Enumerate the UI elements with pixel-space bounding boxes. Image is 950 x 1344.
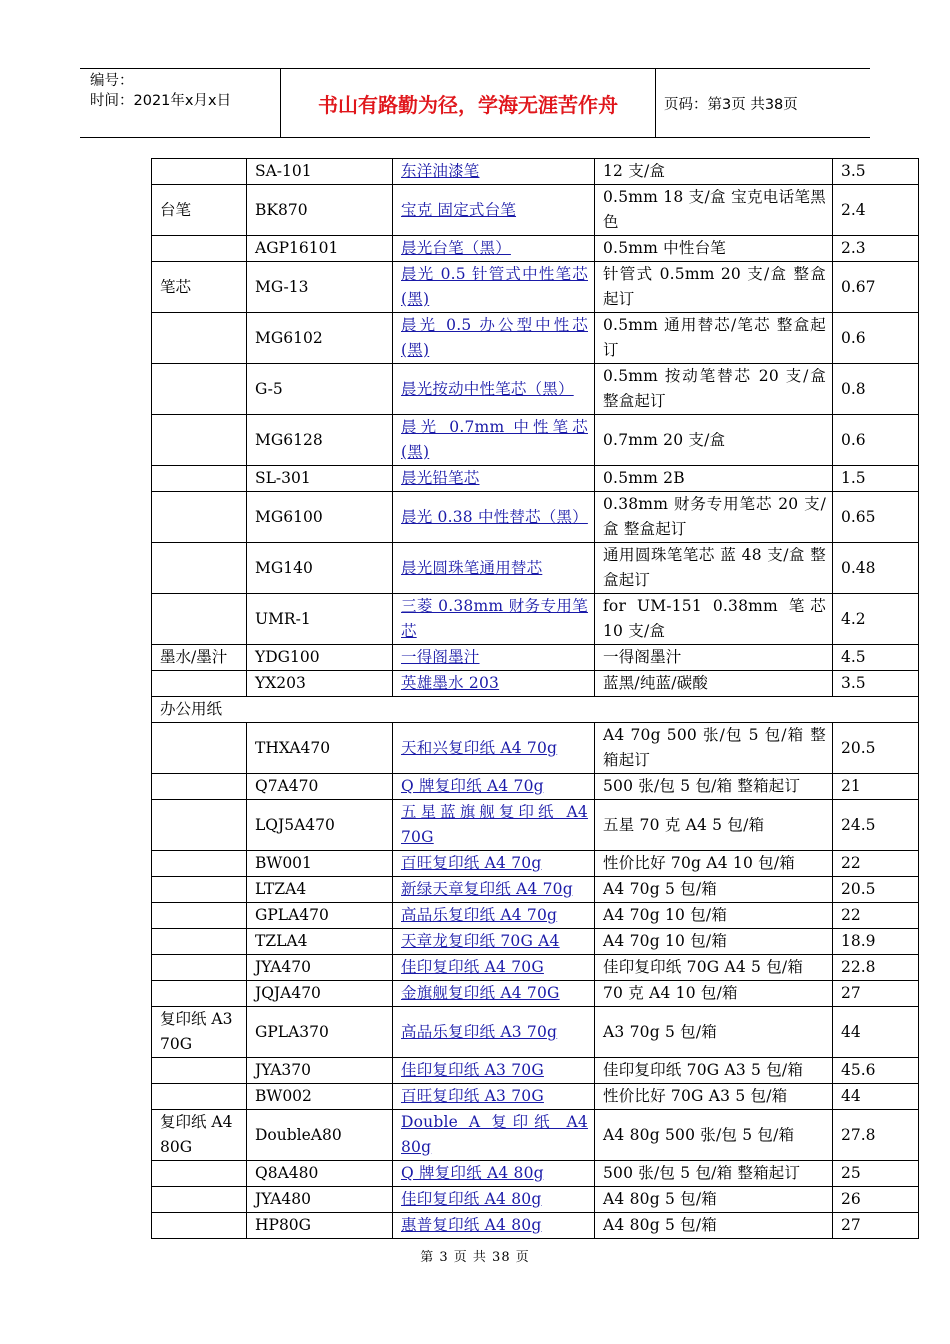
description-cell: 0.5mm 18 支/盒 宝克电话笔黑色 (595, 185, 833, 236)
table-row (152, 981, 919, 1007)
product-link[interactable]: 晨光台笔（黑） (401, 239, 511, 257)
product-name-cell (393, 851, 595, 877)
product-name-cell (393, 364, 595, 415)
product-link[interactable]: 高品乐复印纸 A3 70g (401, 1022, 558, 1041)
product-code-cell: BW002 (247, 1084, 393, 1110)
price-cell: 0.8 (833, 364, 919, 415)
product-name-cell (393, 877, 595, 903)
description-cell: 0.38mm 财务专用笔芯 20 支/盒 整盒起订 (595, 492, 833, 543)
price-cell: 0.6 (833, 313, 919, 364)
category-cell (152, 955, 247, 981)
category-cell (152, 1058, 247, 1084)
table-row (152, 877, 919, 903)
product-name-cell (393, 594, 595, 645)
category-cell (152, 800, 247, 851)
product-table-body (152, 159, 919, 1239)
category-cell: 复印纸 A4 80G (152, 1110, 247, 1161)
description-cell: A4 70g 10 包/箱 (595, 903, 833, 929)
product-link[interactable]: 佳印复印纸 A4 70G (401, 958, 544, 976)
table-row (152, 364, 919, 415)
product-link[interactable]: 天章龙复印纸 70G A4 (401, 932, 560, 950)
description-cell: 针管式 0.5mm 20 支/盒 整盒起订 (595, 262, 833, 313)
price-cell: 20.5 (833, 723, 919, 774)
product-name-cell (393, 671, 595, 697)
table-row (152, 774, 919, 800)
product-link[interactable]: Q 牌复印纸 A4 70g (401, 777, 544, 795)
price-cell: 22 (833, 851, 919, 877)
category-cell (152, 1161, 247, 1187)
product-code-cell: AGP16101 (247, 236, 393, 262)
category-cell (152, 929, 247, 955)
price-cell: 27 (833, 981, 919, 1007)
price-cell: 24.5 (833, 800, 919, 851)
price-cell: 0.65 (833, 492, 919, 543)
product-name-cell (393, 1213, 595, 1239)
table-row (152, 929, 919, 955)
table-row (152, 594, 919, 645)
table-row (152, 697, 919, 723)
category-cell: 墨水/墨汁 (152, 645, 247, 671)
product-code-cell: JYA480 (247, 1187, 393, 1213)
product-code-cell: TZLA4 (247, 929, 393, 955)
product-link[interactable]: 晨光 0.5 针管式中性笔芯(黑) (401, 265, 588, 308)
product-link[interactable]: 天和兴复印纸 A4 70g (401, 738, 558, 757)
product-name-cell (393, 415, 595, 466)
product-code-cell: Q7A470 (247, 774, 393, 800)
category-cell (152, 1187, 247, 1213)
price-cell: 0.67 (833, 262, 919, 313)
product-name-cell (393, 929, 595, 955)
product-name-cell (393, 1084, 595, 1110)
product-link[interactable]: 新绿天章复印纸 A4 70g (401, 880, 573, 898)
product-code-cell: MG140 (247, 543, 393, 594)
category-cell (152, 466, 247, 492)
category-cell (152, 981, 247, 1007)
table-row (152, 492, 919, 543)
price-cell: 3.5 (833, 671, 919, 697)
category-cell (152, 877, 247, 903)
table-row (152, 955, 919, 981)
product-link[interactable]: 晨光 0.7mm 中性笔芯(黑) (401, 418, 588, 461)
product-code-cell: MG-13 (247, 262, 393, 313)
table-row (152, 723, 919, 774)
description-cell: 一得阁墨汁 (595, 645, 833, 671)
product-name-cell (393, 466, 595, 492)
header-number: 编号： (90, 73, 134, 89)
table-row (152, 851, 919, 877)
table-row (152, 645, 919, 671)
category-cell (152, 723, 247, 774)
product-code-cell: JYA470 (247, 955, 393, 981)
description-cell: A3 70g 5 包/箱 (595, 1007, 833, 1058)
description-cell: A4 70g 500 张/包 5 包/箱 整箱起订 (595, 723, 833, 774)
description-cell: 0.7mm 20 支/盒 (595, 415, 833, 466)
product-name-cell (393, 159, 595, 185)
product-link[interactable]: 佳印复印纸 A3 70G (401, 1061, 544, 1079)
price-cell: 45.6 (833, 1058, 919, 1084)
product-name-cell (393, 903, 595, 929)
product-name-cell (393, 313, 595, 364)
price-cell: 2.3 (833, 236, 919, 262)
category-cell (152, 364, 247, 415)
price-cell: 25 (833, 1161, 919, 1187)
description-cell: A4 80g 5 包/箱 (595, 1187, 833, 1213)
table-row (152, 236, 919, 262)
header-time: 时间：2021年x月x日 (90, 93, 232, 109)
price-cell: 1.5 (833, 466, 919, 492)
product-link[interactable]: 高品乐复印纸 A4 70g (401, 906, 558, 924)
product-code-cell: JQJA470 (247, 981, 393, 1007)
table-row (152, 903, 919, 929)
table-row (152, 1161, 919, 1187)
category-cell (152, 159, 247, 185)
product-link[interactable]: 晨光铅笔芯 (401, 469, 480, 487)
description-cell: A4 80g 500 张/包 5 包/箱 (595, 1110, 833, 1161)
product-code-cell: MG6100 (247, 492, 393, 543)
price-cell: 26 (833, 1187, 919, 1213)
category-cell (152, 671, 247, 697)
product-code-cell: DoubleA80 (247, 1110, 393, 1161)
price-cell: 0.6 (833, 415, 919, 466)
category-cell (152, 543, 247, 594)
table-row (152, 671, 919, 697)
description-cell: 500 张/包 5 包/箱 整箱起订 (595, 1161, 833, 1187)
description-cell: 性价比好 70g A4 10 包/箱 (595, 851, 833, 877)
product-name-cell (393, 955, 595, 981)
description-cell: 佳印复印纸 70G A4 5 包/箱 (595, 955, 833, 981)
table-row (152, 415, 919, 466)
product-name-cell (393, 774, 595, 800)
description-cell: 0.5mm 通用替芯/笔芯 整盒起订 (595, 313, 833, 364)
table-row (152, 1084, 919, 1110)
product-code-cell: LQJ5A470 (247, 800, 393, 851)
product-name-cell (393, 1161, 595, 1187)
product-name-cell (393, 1110, 595, 1161)
description-cell: 蓝黑/纯蓝/碳酸 (595, 671, 833, 697)
description-cell: for UM-151 0.38mm 笔芯 10 支/盒 (595, 594, 833, 645)
price-cell: 20.5 (833, 877, 919, 903)
description-cell: 500 张/包 5 包/箱 整箱起订 (595, 774, 833, 800)
description-cell: 性价比好 70G A3 5 包/箱 (595, 1084, 833, 1110)
section-heading: 办公用纸 (152, 697, 919, 723)
product-name-cell (393, 543, 595, 594)
product-code-cell: JYA370 (247, 1058, 393, 1084)
product-code-cell: G-5 (247, 364, 393, 415)
price-cell: 44 (833, 1084, 919, 1110)
description-cell: 0.5mm 按动笔替芯 20 支/盒 整盒起订 (595, 364, 833, 415)
product-code-cell: UMR-1 (247, 594, 393, 645)
description-cell: A4 70g 10 包/箱 (595, 929, 833, 955)
description-cell: A4 70g 5 包/箱 (595, 877, 833, 903)
category-cell: 复印纸 A3 70G (152, 1007, 247, 1058)
product-link[interactable]: 佳印复印纸 A4 80g (401, 1190, 542, 1208)
product-table (151, 158, 919, 1239)
category-cell: 笔芯 (152, 262, 247, 313)
product-code-cell: BW001 (247, 851, 393, 877)
category-cell: 台笔 (152, 185, 247, 236)
price-cell: 0.48 (833, 543, 919, 594)
product-code-cell: MG6128 (247, 415, 393, 466)
product-name-cell (393, 492, 595, 543)
product-code-cell: Q8A480 (247, 1161, 393, 1187)
product-link[interactable]: 英雄墨水 203 (401, 674, 500, 692)
product-link[interactable]: 一得阁墨汁 (401, 648, 480, 666)
product-name-cell (393, 236, 595, 262)
description-cell: 五星 70 克 A4 5 包/箱 (595, 800, 833, 851)
category-cell (152, 415, 247, 466)
product-code-cell: GPLA470 (247, 903, 393, 929)
category-cell (152, 1213, 247, 1239)
product-link[interactable]: 晨光按动中性笔芯（黑） (401, 379, 574, 398)
product-name-cell (393, 262, 595, 313)
price-cell: 27.8 (833, 1110, 919, 1161)
table-row (152, 1007, 919, 1058)
product-code-cell: LTZA4 (247, 877, 393, 903)
product-code-cell: THXA470 (247, 723, 393, 774)
table-row (152, 185, 919, 236)
category-cell (152, 1084, 247, 1110)
product-name-cell (393, 723, 595, 774)
product-link[interactable]: 晨光 0.5 办公型中性芯(黑) (401, 316, 588, 359)
table-row (152, 466, 919, 492)
price-cell: 18.9 (833, 929, 919, 955)
table-row (152, 543, 919, 594)
product-link[interactable]: 晨光圆珠笔通用替芯 (401, 558, 543, 577)
product-code-cell: YDG100 (247, 645, 393, 671)
price-cell: 2.4 (833, 185, 919, 236)
header-meta (80, 69, 280, 137)
product-code-cell: BK870 (247, 185, 393, 236)
table-row (152, 159, 919, 185)
description-cell: 70 克 A4 10 包/箱 (595, 981, 833, 1007)
category-cell (152, 236, 247, 262)
table-row (152, 1058, 919, 1084)
table-row (152, 262, 919, 313)
description-cell: 通用圆珠笔笔芯 蓝 48 支/盒 整盒起订 (595, 543, 833, 594)
product-link[interactable]: Double A 复印纸 A4 80g (401, 1113, 588, 1156)
price-cell: 22.8 (833, 955, 919, 981)
header-page-info: 页码：第3页 共38页 (664, 96, 798, 113)
page-footer: 第 3 页 共 38 页 (420, 1250, 530, 1265)
category-cell (152, 774, 247, 800)
price-cell: 44 (833, 1007, 919, 1058)
description-cell: 佳印复印纸 70G A3 5 包/箱 (595, 1058, 833, 1084)
description-cell: 0.5mm 中性台笔 (595, 236, 833, 262)
product-link[interactable]: 三菱 0.38mm 财务专用笔芯 (401, 597, 588, 640)
category-cell (152, 903, 247, 929)
price-cell: 4.5 (833, 645, 919, 671)
table-row (152, 1187, 919, 1213)
price-cell: 27 (833, 1213, 919, 1239)
category-cell (152, 492, 247, 543)
product-name-cell (393, 185, 595, 236)
price-cell: 22 (833, 903, 919, 929)
product-name-cell (393, 800, 595, 851)
product-code-cell: SL-301 (247, 466, 393, 492)
product-name-cell (393, 1058, 595, 1084)
table-row (152, 800, 919, 851)
product-link[interactable]: 百旺复印纸 A3 70G (401, 1087, 544, 1105)
product-link[interactable]: 五星蓝旗舰复印纸 A4 70G (401, 803, 588, 846)
product-code-cell: GPLA370 (247, 1007, 393, 1058)
product-link[interactable]: 百旺复印纸 A4 70g (401, 854, 542, 872)
price-cell: 3.5 (833, 159, 919, 185)
category-cell (152, 313, 247, 364)
product-link[interactable]: 惠普复印纸 A4 80g (401, 1216, 542, 1234)
product-link[interactable]: Q 牌复印纸 A4 80g (401, 1164, 544, 1182)
description-cell: 0.5mm 2B (595, 466, 833, 492)
product-code-cell: YX203 (247, 671, 393, 697)
category-cell (152, 594, 247, 645)
table-row (152, 313, 919, 364)
product-name-cell (393, 981, 595, 1007)
price-cell: 21 (833, 774, 919, 800)
header-motto: 书山有路勤为径，学海无涯苦作舟 (280, 69, 656, 137)
price-cell: 4.2 (833, 594, 919, 645)
product-link[interactable]: 宝克 固定式台笔 (401, 200, 517, 219)
table-row (152, 1213, 919, 1239)
product-code-cell: SA-101 (247, 159, 393, 185)
product-link[interactable]: 东洋油漆笔 (401, 162, 480, 180)
product-name-cell (393, 1007, 595, 1058)
category-cell (152, 851, 247, 877)
description-cell: A4 80g 5 包/箱 (595, 1213, 833, 1239)
table-row (152, 1110, 919, 1161)
product-link[interactable]: 晨光 0.38 中性替芯（黑） (401, 507, 588, 526)
description-cell: 12 支/盒 (595, 159, 833, 185)
product-code-cell: MG6102 (247, 313, 393, 364)
product-name-cell (393, 645, 595, 671)
product-name-cell (393, 1187, 595, 1213)
page-header (80, 68, 870, 138)
product-link[interactable]: 金旗舰复印纸 A4 70G (401, 984, 560, 1002)
product-code-cell: HP80G (247, 1213, 393, 1239)
